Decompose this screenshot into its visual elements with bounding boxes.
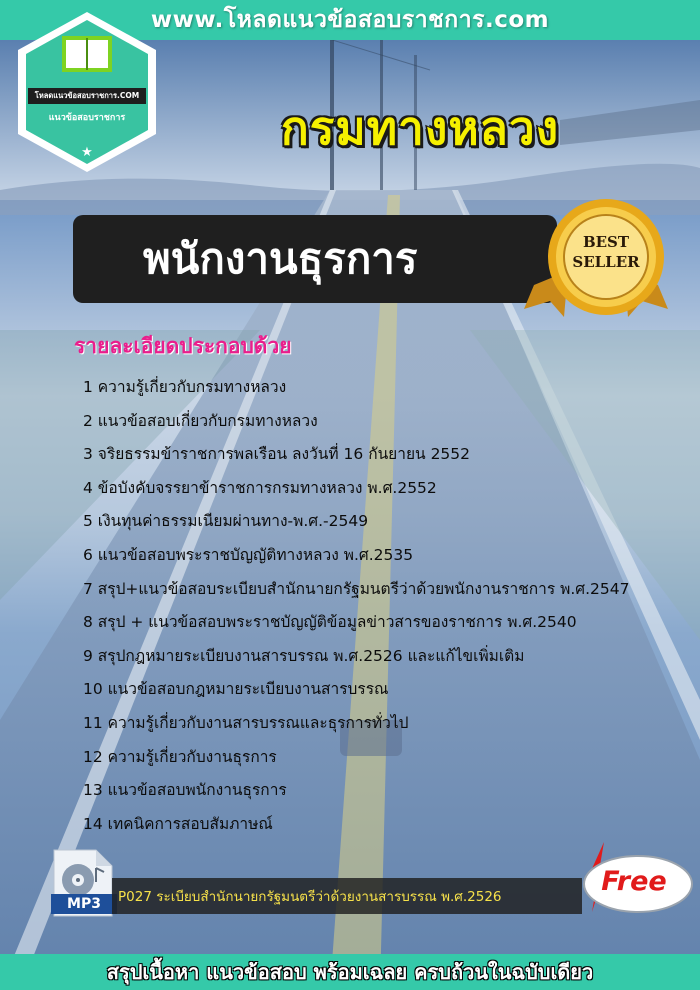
book-icon — [62, 36, 112, 72]
list-item: 6 แนวข้อสอบพระราชบัญญัติทางหลวง พ.ศ.2535 — [83, 545, 414, 564]
star-icon: ★ — [81, 145, 93, 160]
contents-list — [83, 372, 700, 842]
site-url-text[interactable]: www.โหลดแนวข้อสอบราชการ.com — [150, 7, 550, 33]
logo-site-name: โหลดแนวข้อสอบราชการ.COM — [28, 88, 146, 104]
mp3-track-title: P027 ระเบียบสำนักนายกรัฐมนตรีว่าด้วยงานสารบรรณ พ.ศ.2526 — [118, 889, 502, 905]
seal-line-seller: SELLER — [572, 253, 640, 271]
seal-line-best: BEST — [582, 233, 630, 251]
list-item: 2 แนวข้อสอบเกี่ยวกับกรมทางหลวง — [83, 411, 318, 430]
list-item: 12 ความรู้เกี่ยวกับงานธุรการ — [83, 747, 277, 766]
list-item: 10 แนวข้อสอบกฎหมายระเบียบงานสารบรรณ — [83, 680, 389, 699]
list-item: 14 เทคนิคการสอบสัมภาษณ์ — [83, 814, 273, 833]
list-item: 5 เงินทุนค่าธรรมเนียมผ่านทาง-พ.ศ.-2549 — [83, 512, 369, 531]
bottom-tagline-banner — [0, 954, 700, 990]
mp3-label: MP3 — [51, 894, 117, 914]
list-item: 11 ความรู้เกี่ยวกับงานสารบรรณและธุรการทั่วไป — [83, 713, 409, 732]
mp3-track-bar[interactable] — [112, 878, 582, 914]
free-label: Free — [601, 866, 667, 897]
details-heading: รายละเอียดประกอบด้วย — [74, 334, 292, 358]
list-item: 13 แนวข้อสอบพนักงานธุรการ — [83, 781, 287, 800]
logo-subtitle: แนวข้อสอบราชการ — [48, 113, 126, 123]
list-item: 8 สรุป + แนวข้อสอบพระราชบัญญัติข้อมูลข่าวสารของราชการ พ.ศ.2540 — [83, 613, 577, 632]
department-title: กรมทางหลวง — [280, 101, 560, 155]
site-logo[interactable] — [14, 10, 160, 174]
list-item: 9 สรุปกฎหมายระเบียบงานสารบรรณ พ.ศ.2526 และแก้ไขเพิ่มเติม — [83, 646, 525, 665]
footer-tagline: สรุปเนื้อหา แนวข้อสอบ พร้อมเฉลย ครบถ้วนในฉบับเดียว — [106, 960, 594, 984]
list-item: 7 สรุป+แนวข้อสอบระเบียบสำนักนายกรัฐมนตรีว่าด้วยพนักงานราชการ พ.ศ.2547 — [83, 579, 630, 598]
position-title: พนักงานธุรการ — [143, 234, 418, 283]
list-item: 1 ความรู้เกี่ยวกับกรมทางหลวง — [83, 378, 287, 396]
list-item: 4 ข้อบังคับจรรยาข้าราชการกรมทางหลวง พ.ศ.2552 — [83, 478, 437, 497]
list-item: 3 จริยธรรมข้าราชการพลเรือน ลงวันที่ 16 กันยายน 2552 — [83, 445, 471, 464]
position-title-box — [73, 215, 557, 303]
